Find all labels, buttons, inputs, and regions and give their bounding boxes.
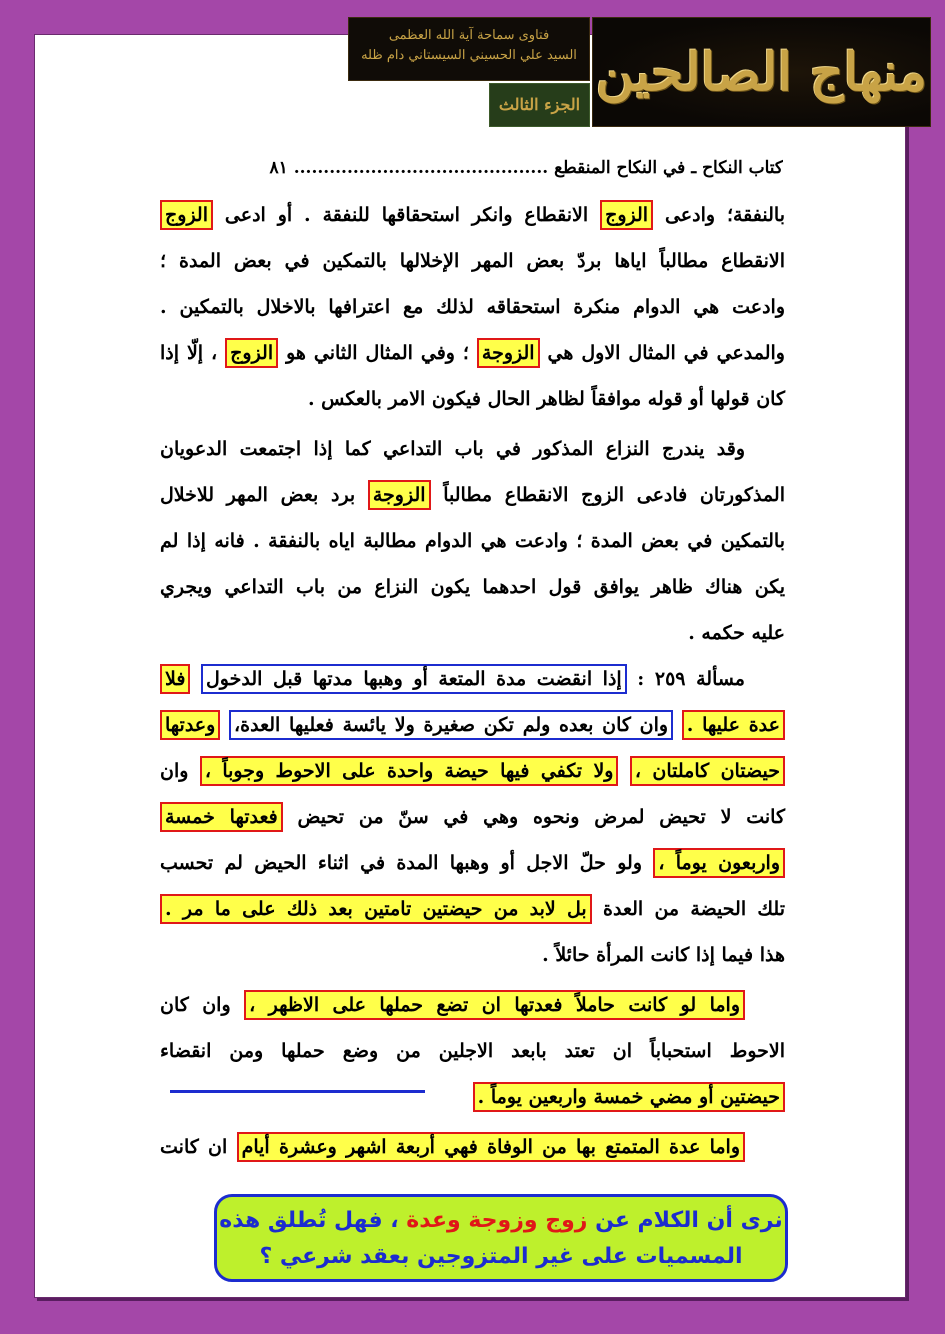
page-body [160,192,785,1170]
blue-box: وان كان بعده ولم تكن صغيرة ولا يائسة فعليها العدة، [229,710,673,740]
highlight-box: حيضتين أو مضي خمسة واربعين يوماً . [473,1082,785,1112]
highlight-box: الزوج [225,338,278,368]
highlight-box: ولا تكفي فيها حيضة واحدة على الاحوط وجوباً ، [200,756,619,786]
highlight-box: الزوج [160,200,213,230]
author-line-1: فتاوى سماحة آية الله العظمى [388,28,550,43]
highlight-box: واربعون يوماً ، [653,848,785,878]
highlight-box: الزوج [600,200,653,230]
text-line: وادعت هي الدوام منكرة استحقاقه لذلك مع اعترافها بالاخلال بالتمكين . [160,296,785,318]
text-line: واما عدة المتمتع بها من الوفاة فهي أربعة اشهر وعشرة أيام ان كانت [160,1124,785,1170]
running-head [168,150,783,186]
question-keywords: زوج وزوجة وعدة [406,1208,588,1233]
text-line [160,702,785,748]
text-line: واربعون يوماً ، ولو حلّ الاجل أو وهبها المدة في اثناء الحيض لم تحسب [160,840,785,886]
volume-label: الجزء الثالث [498,95,581,114]
highlight-box: حيضتان كاملتان ، [630,756,785,786]
page-number: ٨١ [269,158,288,178]
text-line: وقد يندرج النزاع المذكور في باب التداعي كما إذا اجتمعت الدعويان [160,438,745,460]
text-line: والمدعي في المثال الاول هي الزوجة ؛ وفي المثال الثاني هو الزوج ، إلّا إذا [160,330,785,376]
highlight-box: عدة عليها . [682,710,785,740]
highlight-box: الزوجة [477,338,540,368]
highlight-box: الزوجة [368,480,431,510]
highlight-box: فعدتها خمسة [160,802,283,832]
text-line: حيضتان كاملتان ، ولا تكفي فيها حيضة واحدة على الاحوط وجوباً ، وان [160,748,785,794]
question-line-1: نرى أن الكلام عن زوج وزوجة وعدة ، فهل تُطلق هذه [219,1208,783,1233]
text-line: بالتمكين في بعض المدة ؛ وادعت هي الدوام مطالبة اياه بالنفقة . فانه إذا لم [160,530,785,552]
author-line-2: السيد علي الحسيني السيستاني دام ظله [361,48,577,63]
text-line: تلك الحيضة من العدة بل لابد من حيضتين تامتين بعد ذلك على ما مر . [160,886,785,932]
highlight-box: واما لو كانت حاملاً فعدتها ان تضع حملها على الاظهر ، [244,990,745,1020]
leader-dots: ........................................... [293,158,549,178]
blue-underline [170,1090,425,1093]
issue-number: مسألة ٢٥٩ : [626,668,745,690]
question-line-2: المسميات على غير المتزوجين بعقد شرعي ؟ [259,1244,743,1269]
running-title: كتاب النكاح ـ في النكاح المنقطع [554,158,783,178]
text-line: كان قولها أو قوله موافقاً لظاهر الحال فيكون الامر بالعكس . [307,388,785,410]
book-title: منهاج الصالحين [596,41,927,103]
volume-banner [489,83,590,127]
text-line: كانت لا تحيض لمرض ونحوه وهي في سنّ من تحيض فعدتها خمسة [160,794,785,840]
text-line: عليه حكمه . [688,622,785,644]
text-line: المذكورتان فادعى الزوج الانقطاع مطالباً الزوجة برد بعض المهر للاخلال [160,472,785,518]
text-line: الاحوط استحباباً ان تعتد بابعد الاجلين من وضع حملها ومن انقضاء [160,1040,785,1062]
highlight-box: بل لابد من حيضتين تامتين بعد ذلك على ما مر . [160,894,592,924]
text-line: واما لو كانت حاملاً فعدتها ان تضع حملها على الاظهر ، وان كان [160,982,785,1028]
blue-box: إذا انقضت مدة المتعة أو وهبها مدتها قبل الدخول [201,664,627,694]
question-callout [214,1194,788,1282]
text-line: هذا فيما إذا كانت المرأة حائلاً . [542,944,785,966]
text-line [160,656,785,702]
text-line: الانقطاع مطالباً اياها بردّ بعض المهر الإخلالها بالتمكين في بعض المدة ؛ [160,250,785,272]
author-banner [348,17,590,81]
highlight-box: واما عدة المتمتع بها من الوفاة فهي أربعة اشهر وعشرة أيام [237,1132,745,1162]
text-line: بالنفقة؛ وادعى الزوج الانقطاع وانكر استحقاقها للنفقة . أو ادعى الزوج [160,192,785,238]
highlight-box: وعدتها [160,710,220,740]
highlight-box: فلا [160,664,190,694]
text-line: يكن هناك ظاهر يوافق قول احدهما يكون النزاع من باب التداعي ويجري [160,576,785,598]
book-title-banner [592,17,931,127]
text-line [160,1074,785,1120]
